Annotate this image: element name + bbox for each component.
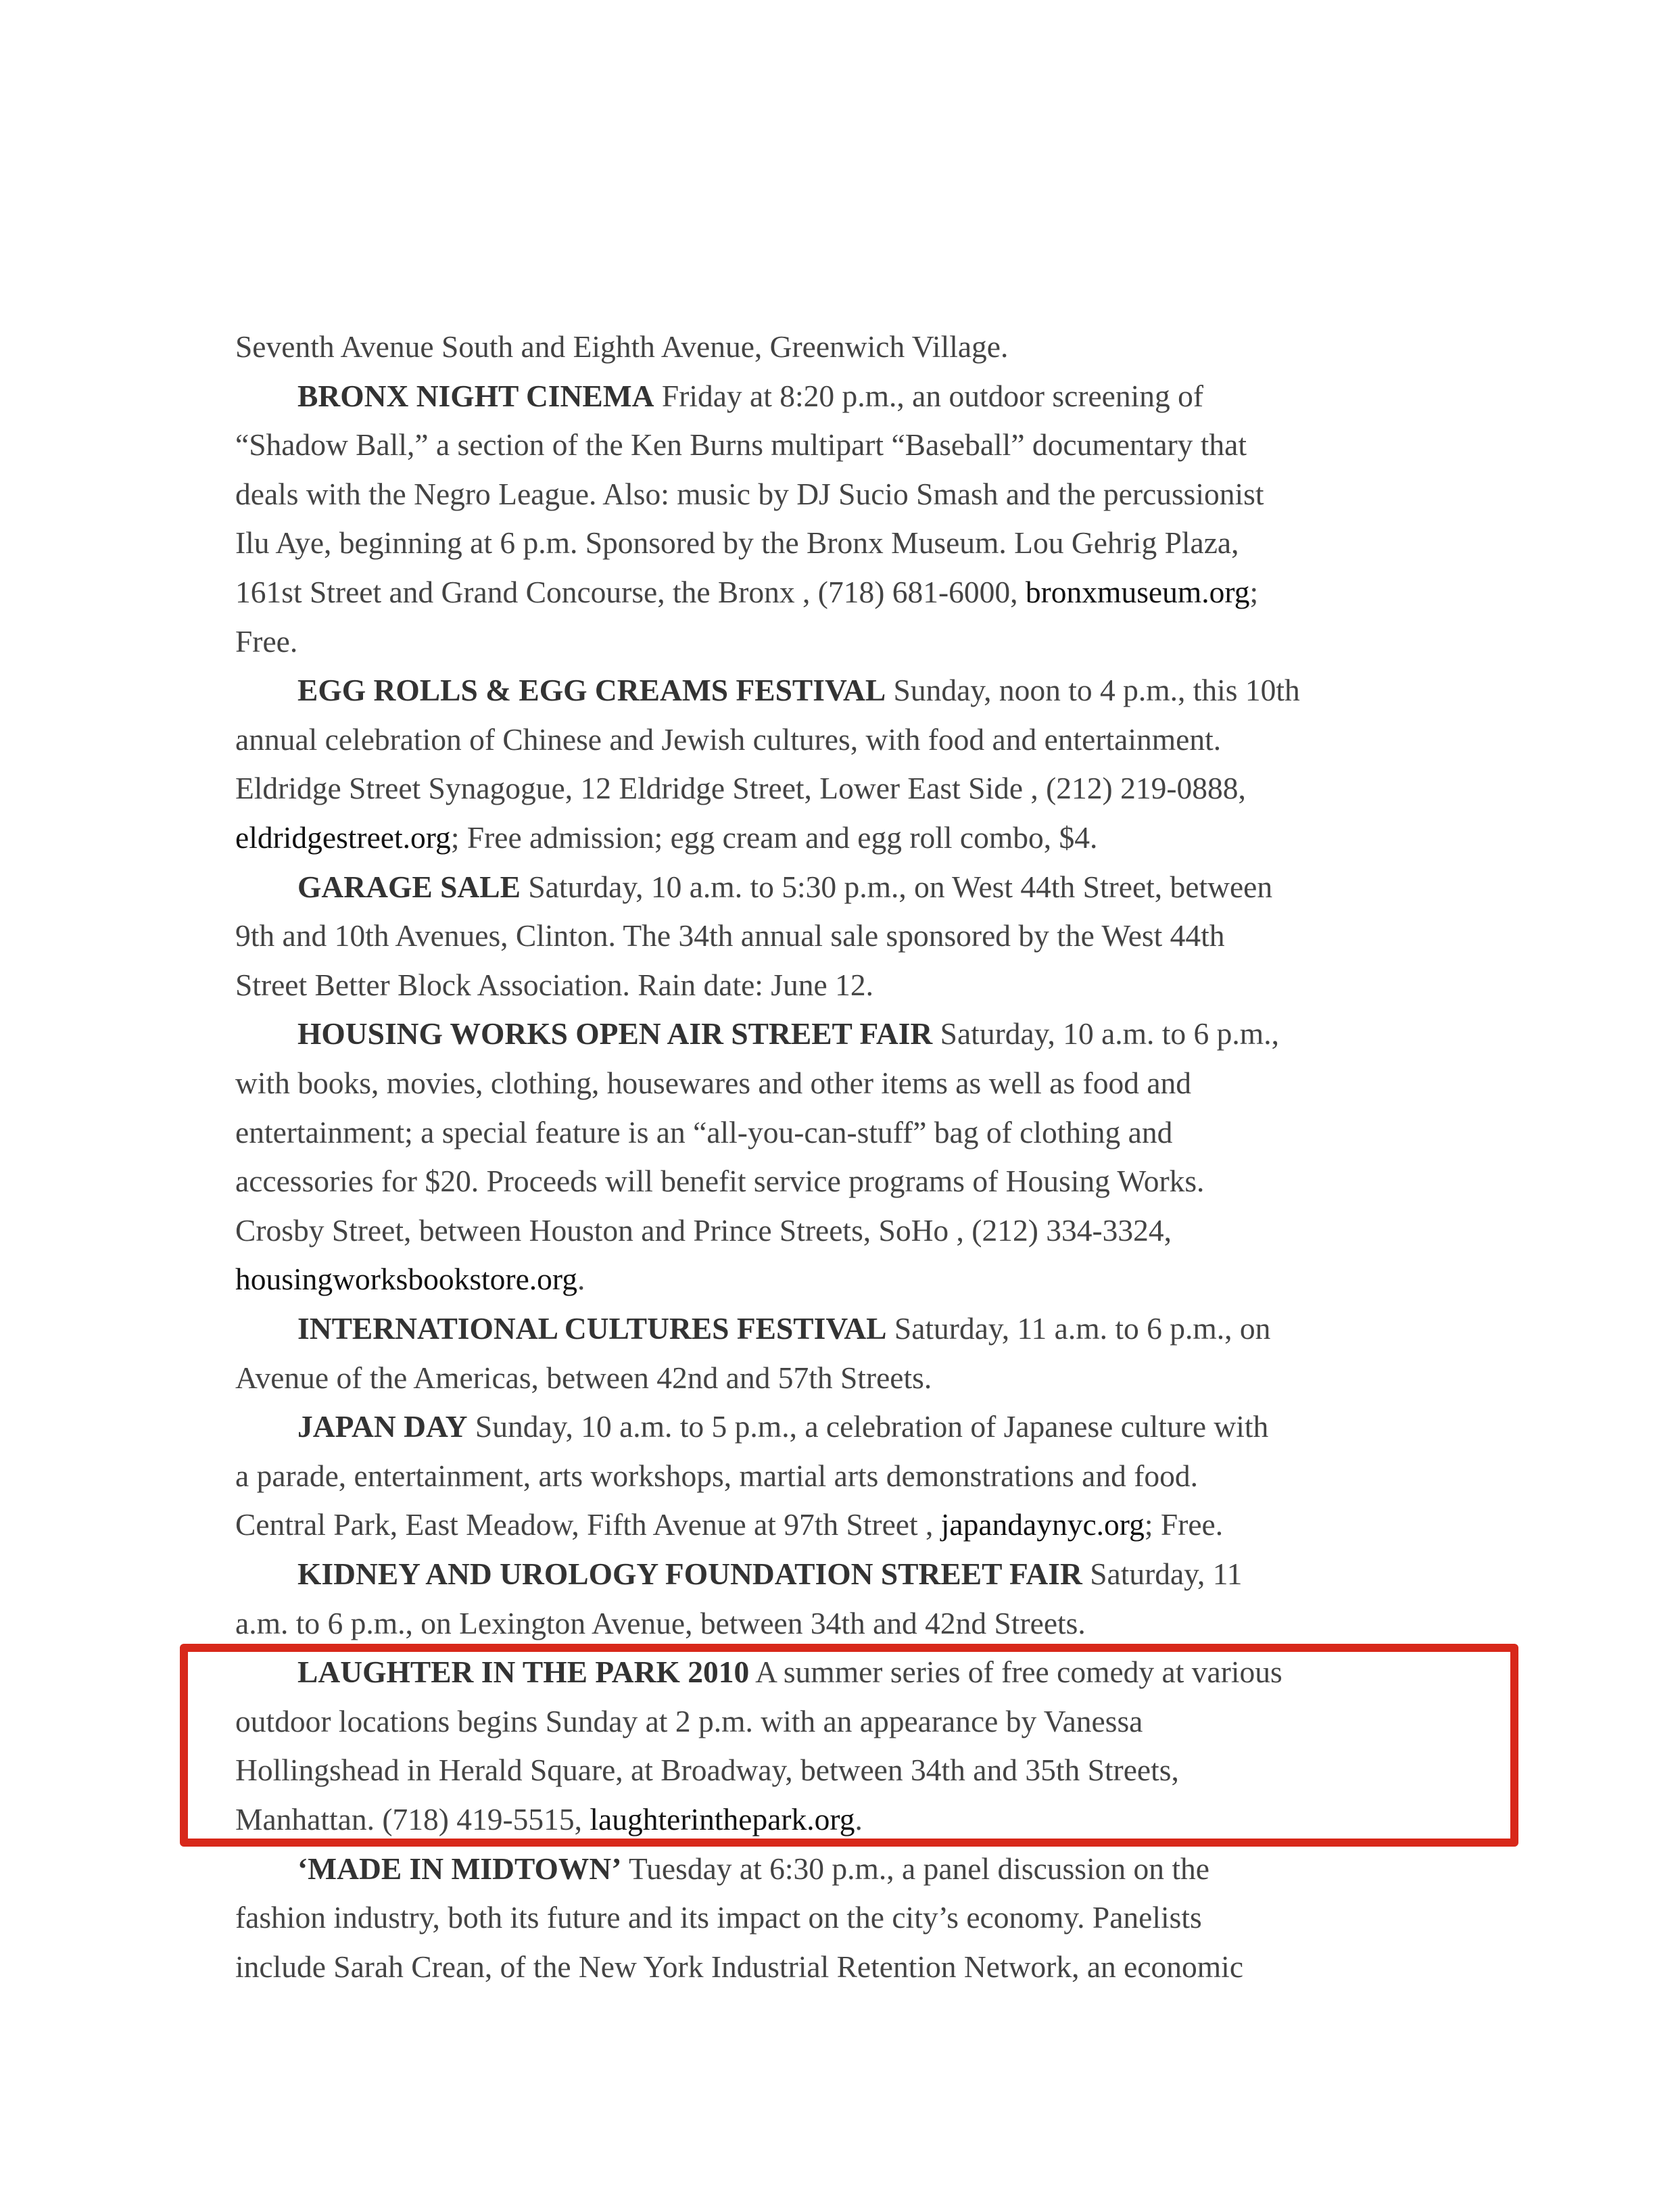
body-text: Seventh Avenue South and Eighth Avenue, Greenwich Village. <box>235 329 1009 364</box>
text-line <box>235 577 1258 608</box>
text-line <box>235 1114 1173 1149</box>
body-text: deals with the Negro League. Also: music by DJ Sucio Smash and the percussionist <box>235 476 1264 511</box>
website-link[interactable]: japandaynyc.org <box>940 1507 1145 1542</box>
text-line <box>235 1068 1191 1099</box>
text-line <box>235 920 1225 951</box>
text-line <box>235 1212 1172 1248</box>
text-line <box>297 675 1300 706</box>
body-text: accessories for $20. Proceeds will benefit service programs of Housing Works. <box>235 1164 1205 1199</box>
body-text: Central Park, East Meadow, Fifth Avenue at 97th Street , <box>235 1507 941 1542</box>
body-text: 161st Street and Grand Concourse, the Bronx , (718) 681-6000, <box>235 575 1026 609</box>
body-text: Manhattan. (718) 419-5515, <box>235 1802 590 1836</box>
text-line <box>235 721 1222 757</box>
text-line <box>235 1951 1243 1983</box>
body-text: Sunday, 10 a.m. to 5 p.m., a celebration of Japanese culture with <box>467 1409 1269 1444</box>
body-text: with books, movies, clothing, housewares and other items as well as food and <box>235 1066 1192 1100</box>
text-line <box>235 822 1097 853</box>
body-text: Saturday, 11 a.m. to 6 p.m., on <box>886 1311 1271 1346</box>
text-line <box>235 1264 585 1295</box>
text-line <box>235 527 1239 559</box>
text-line <box>235 773 1246 804</box>
text-line <box>235 1902 1202 1933</box>
body-text: annual celebration of Chinese and Jewish cultures, with food and entertainment. <box>235 721 1222 757</box>
event-title: KIDNEY AND UROLOGY FOUNDATION STREET FAIR <box>297 1557 1082 1591</box>
website-link[interactable]: bronxmuseum.org <box>1025 575 1250 609</box>
text-line <box>235 967 873 1002</box>
text-line <box>297 1853 1209 1884</box>
body-text: Saturday, 11 <box>1082 1557 1243 1591</box>
text-line <box>297 1559 1243 1590</box>
text-line <box>297 1411 1268 1442</box>
body-text: Street Better Block Association. Rain date: June 12. <box>235 967 873 1002</box>
body-text: ; <box>1249 575 1259 609</box>
text-line <box>297 1313 1270 1344</box>
body-text: Ilu Aye, beginning at 6 p.m. Sponsored by the Bronx Museum. Lou Gehrig Plaza, <box>235 525 1239 561</box>
body-text: Eldridge Street Synagogue, 12 Eldridge Street, Lower East Side , (212) 219-0888, <box>235 771 1246 806</box>
body-text: a parade, entertainment, arts workshops, martial arts demonstrations and food. <box>235 1458 1198 1493</box>
body-text: ; Free. <box>1144 1507 1224 1542</box>
text-line <box>235 427 1247 463</box>
body-text: Avenue of the Americas, between 42nd and 57th Streets. <box>235 1360 932 1395</box>
event-title: HOUSING WORKS OPEN AIR STREET FAIR <box>297 1016 933 1051</box>
text-line <box>235 1458 1198 1493</box>
body-text: . <box>855 1802 863 1836</box>
body-text: Saturday, 10 a.m. to 6 p.m., <box>932 1016 1279 1051</box>
text-line <box>235 331 1008 362</box>
event-title: BRONX NIGHT CINEMA <box>297 378 654 413</box>
text-line <box>235 1509 1223 1540</box>
body-text: A summer series of free comedy at various <box>749 1655 1282 1690</box>
body-text: include Sarah Crean, of the New York Industrial Retention Network, an economic <box>235 1949 1244 1984</box>
text-line <box>297 378 1204 413</box>
website-link[interactable]: laughterinthepark.org <box>590 1802 855 1836</box>
body-text: Hollingshead in Herald Square, at Broadway, between 34th and 35th Streets, <box>235 1753 1179 1788</box>
body-text: Free. <box>235 623 298 659</box>
body-text: 9th and 10th Avenues, Clinton. The 34th annual sale sponsored by the West 44th <box>235 918 1225 953</box>
body-text: . <box>577 1262 585 1297</box>
website-link[interactable]: eldridgestreet.org <box>235 820 451 855</box>
body-text: “Shadow Ball,” a section of the Ken Burns multipart “Baseball” documentary that <box>235 427 1247 463</box>
body-text: Crosby Street, between Houston and Prince Streets, SoHo , (212) 334-3324, <box>235 1212 1172 1248</box>
body-text: entertainment; a special feature is an “all-you-can-stuff” bag of clothing and <box>235 1114 1173 1149</box>
event-title: EGG ROLLS & EGG CREAMS FESTIVAL <box>297 673 886 708</box>
body-text: a.m. to 6 p.m., on Lexington Avenue, between 34th and 42nd Streets. <box>235 1605 1086 1640</box>
body-text: ; Free admission; egg cream and egg roll combo, $4. <box>450 820 1098 855</box>
event-title: JAPAN DAY <box>297 1409 468 1444</box>
text-line <box>235 1605 1086 1640</box>
text-line <box>235 623 298 659</box>
body-text: fashion industry, both its future and its impact on the city’s economy. Panelists <box>235 1900 1202 1935</box>
body-text: Tuesday at 6:30 p.m., a panel discussion on the <box>621 1851 1209 1886</box>
text-line <box>235 1166 1204 1197</box>
text-line <box>235 1362 932 1394</box>
text-line <box>297 869 1273 904</box>
website-link[interactable]: housingworksbookstore.org <box>235 1262 577 1297</box>
highlight-box <box>180 1644 1518 1847</box>
body-text: outdoor locations begins Sunday at 2 p.m. with an appearance by Vanessa <box>235 1703 1143 1738</box>
event-title: INTERNATIONAL CULTURES FESTIVAL <box>297 1311 887 1346</box>
text-line <box>297 1018 1279 1049</box>
body-text: Friday at 8:20 p.m., an outdoor screening of <box>654 378 1204 413</box>
body-text: Sunday, noon to 4 p.m., this 10th <box>886 673 1300 708</box>
event-title: ‘MADE IN MIDTOWN’ <box>297 1851 622 1886</box>
body-text: Saturday, 10 a.m. to 5:30 p.m., on West 44th Street, between <box>520 869 1273 904</box>
event-title: LAUGHTER IN THE PARK 2010 <box>297 1655 750 1690</box>
text-line <box>235 476 1264 511</box>
event-title: GARAGE SALE <box>297 869 521 904</box>
